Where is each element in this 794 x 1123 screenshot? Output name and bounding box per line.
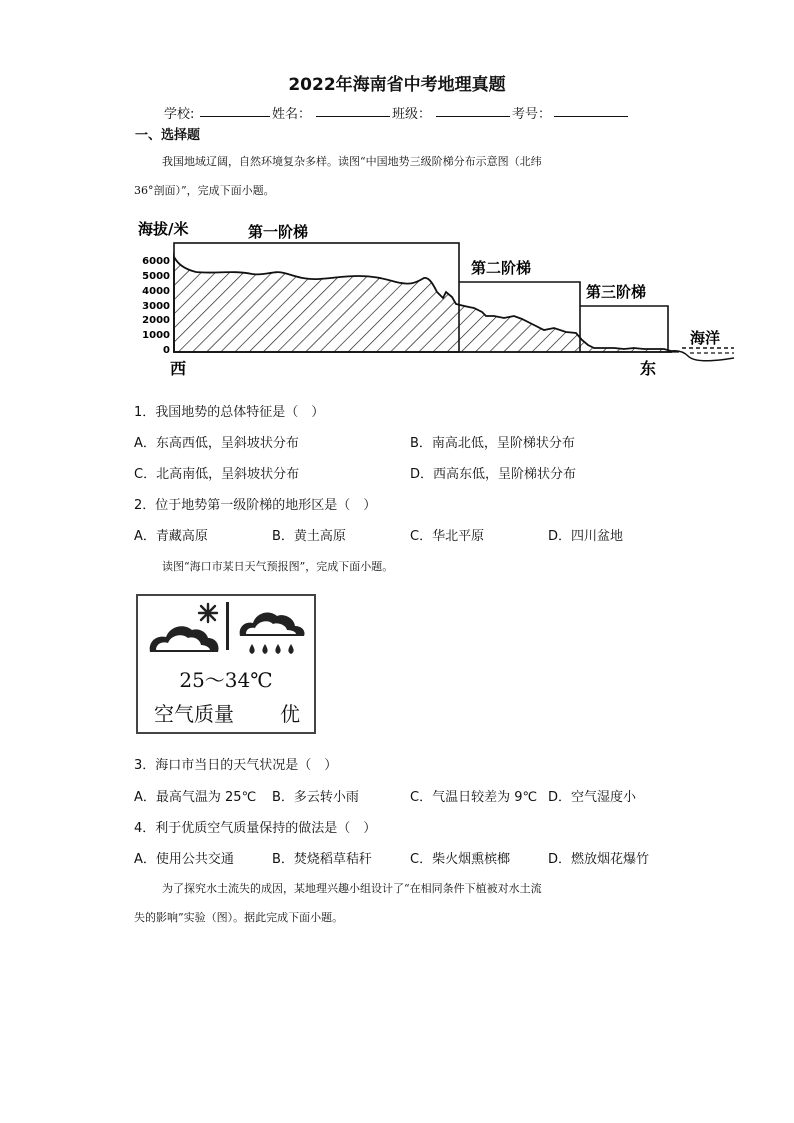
name-label: 姓名： bbox=[272, 107, 312, 122]
intro3-line1: 为了探究水土流失的成因，某地理兴趣小组设计了“在相同条件下植被对水土流 bbox=[162, 882, 542, 895]
q1-option-a[interactable]: A．东高西低，呈斜坡状分布 bbox=[134, 436, 299, 451]
light-rain-icon bbox=[236, 602, 308, 660]
question-2-stem: 2．位于地势第一级阶梯的地形区是（ ） bbox=[134, 498, 377, 513]
q1-option-d[interactable]: D．西高东低，呈阶梯状分布 bbox=[410, 467, 577, 482]
west-label: 西 bbox=[170, 359, 187, 378]
intro3-line2: 失的影响”实验（图）。据此完成下面小题。 bbox=[134, 911, 344, 924]
q1-option-c[interactable]: C．北高南低，呈斜坡状分布 bbox=[134, 467, 300, 482]
q3-option-d[interactable]: D．空气湿度小 bbox=[548, 790, 637, 805]
q3-option-c[interactable]: C．气温日较差为 9℃ bbox=[410, 790, 538, 805]
question-3-stem: 3．海口市当日的天气状况是（ ） bbox=[134, 758, 338, 773]
intro1-line1: 我国地域辽阔，自然环境复杂多样。读图“中国地势三级阶梯分布示意图（北纬 bbox=[162, 155, 542, 168]
terrain-profile-figure bbox=[134, 212, 742, 380]
terrain-profile bbox=[174, 257, 671, 352]
weather-divider bbox=[226, 602, 229, 650]
ytick-1000: 1000 bbox=[142, 330, 170, 341]
q1-option-b[interactable]: B．南高北低，呈阶梯状分布 bbox=[410, 436, 575, 451]
temperature-range: 25～34℃ bbox=[179, 668, 273, 692]
q2-option-c[interactable]: C．华北平原 bbox=[410, 529, 485, 544]
ytick-0: 0 bbox=[163, 345, 170, 356]
ytick-4000: 4000 bbox=[142, 286, 170, 297]
school-blank[interactable] bbox=[200, 104, 270, 117]
ytick-2000: 2000 bbox=[142, 315, 170, 326]
air-quality-value: 优 bbox=[280, 702, 300, 726]
air-quality-label: 空气质量 bbox=[154, 702, 234, 726]
q4-option-a[interactable]: A．使用公共交通 bbox=[134, 852, 234, 867]
q3-option-b[interactable]: B．多云转小雨 bbox=[272, 790, 359, 805]
partly-cloudy-icon bbox=[144, 600, 224, 656]
step3-label: 第三阶梯 bbox=[586, 283, 647, 301]
page-title: 2022年海南省中考地理真题 bbox=[288, 75, 506, 95]
name-blank[interactable] bbox=[316, 104, 390, 117]
ocean-label: 海洋 bbox=[690, 329, 721, 347]
step2-label: 第二阶梯 bbox=[471, 259, 532, 277]
ytick-6000: 6000 bbox=[142, 256, 170, 267]
exam-no-blank[interactable] bbox=[554, 104, 628, 117]
q4-option-d[interactable]: D．燃放烟花爆竹 bbox=[548, 852, 650, 867]
class-blank[interactable] bbox=[436, 104, 510, 117]
ytick-3000: 3000 bbox=[142, 301, 170, 312]
coastline bbox=[671, 351, 734, 361]
step3-box bbox=[580, 306, 668, 352]
q2-option-b[interactable]: B．黄土高原 bbox=[272, 529, 346, 544]
intro1-line2: 36°剖面）”，完成下面小题。 bbox=[134, 184, 275, 197]
q2-option-d[interactable]: D．四川盆地 bbox=[548, 529, 624, 544]
ytick-5000: 5000 bbox=[142, 271, 170, 282]
intro2-text: 读图“海口市某日天气预报图”，完成下面小题。 bbox=[162, 560, 394, 573]
question-1-stem: 1．我国地势的总体特征是（ ） bbox=[134, 405, 325, 420]
q3-option-a[interactable]: A．最高气温为 25℃ bbox=[134, 790, 257, 805]
y-axis-label: 海拔/米 bbox=[138, 220, 189, 238]
q2-option-a[interactable]: A．青藏高原 bbox=[134, 529, 208, 544]
step1-label: 第一阶梯 bbox=[248, 223, 309, 241]
q4-option-c[interactable]: C．柴火烟熏槟榔 bbox=[410, 852, 511, 867]
weather-forecast-box bbox=[136, 594, 316, 734]
school-label: 学校: bbox=[164, 107, 195, 122]
east-label: 东 bbox=[640, 359, 657, 378]
class-label: 班级： bbox=[392, 107, 432, 122]
question-4-stem: 4．利于优质空气质量保持的做法是（ ） bbox=[134, 821, 377, 836]
section-title: 一、选择题 bbox=[135, 128, 201, 143]
q4-option-b[interactable]: B．焚烧稻草秸秆 bbox=[272, 852, 372, 867]
exam-no-label: 考号： bbox=[512, 107, 552, 122]
